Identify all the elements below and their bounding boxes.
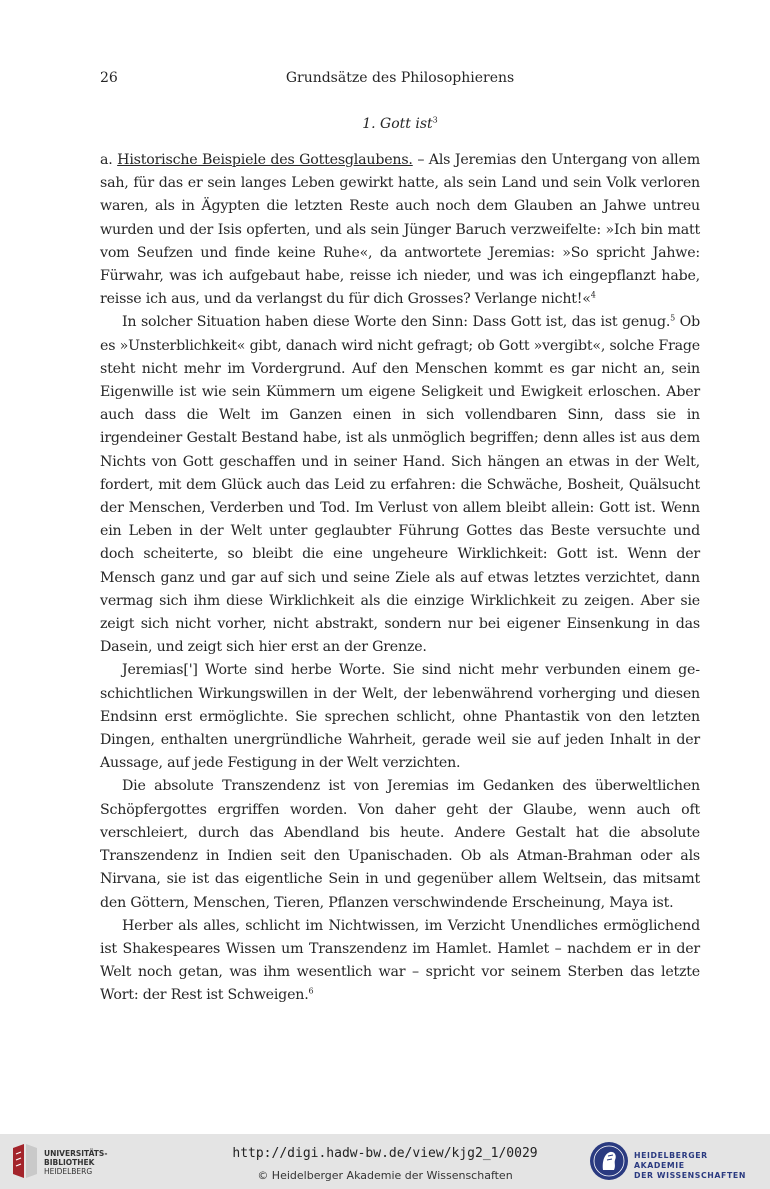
paragraph-5 (100, 915, 700, 1008)
footnote-ref: 4 (590, 290, 596, 300)
footnote-ref: 5 (670, 313, 676, 323)
footnote-ref: 6 (308, 986, 314, 996)
paragraph-text: – Als Jeremias den Untergang von allem sah, für das er sein langes Leben gewirkt hatte, als sein Land und sein Volk verloren waren, als in Ägypten die letzten Reste auch noch dem Glauben an Jahwe untreu wurden und der Isis opferten, und als sein Jünger Baruch verzweifelte: »Ich bin matt vom Seufzen und finde keine Ruhe«, da antwortete Jeremias: »So spricht Jahwe: Fürwahr, was ich aufgebaut habe, reisse ich nieder, und was ich eingepflanzt habe, reisse ich aus, und da verlangst du für dich Grosses? Verlange nicht!« (100, 152, 700, 308)
page-header (100, 70, 700, 92)
paragraph-text: Ob es »Unsterblichkeit« gibt, danach wird nicht gefragt; ob Gott »vergibt«, solche Frage steht nicht mehr im Vordergrund. Auf den Menschen kommt es gar nicht an, sein Eigenwille ist wie sein Kümmern um eigene Seligkeit und Ewigkeit erloschen. Aber auch dass die Welt im Ganzen einen in sich vollendbaren Sinn, dass sie in irgendeiner Gestalt Bestand habe, ist als unmöglich begriffen; denn alles ist aus dem Nichts von Gott geschaffen und in seiner Hand. Sich hängen an etwas in der Welt, fordert, mit dem Glück auch das Leid zu erfahren: die Schwäche, Bosheit, Quälsucht der Menschen, Verderben und Tod. Im Verlust von allem bleibt allein: Gott ist. Wenn ein Leben in der Welt unter geglaubter Führung Gottes das Beste versuchte und doch scheiterte, so bleibt die eine ungeheure Wirklichkeit: Gott ist. Wenn der Mensch ganz und gar auf sich und seine Ziele als auf etwas letztes verzichtet, dann vermag sich ihm diese Wirklichkeit als die einzige Wirklichkeit zu zeigen. Aber sie zeigt sich nicht vorher, nicht abstrakt, sondern nur bei eigener Einsenkung in das Dasein, und zeigt sich hier erst an der Grenze. (100, 314, 700, 656)
paragraph-3: Jeremias['] Worte sind herbe Worte. Sie sind nicht mehr verbunden einem geschichtlichen Wirkungswillen in der Welt, der lebenwährend vorherging und diesen Endsinn erst ermöglichte. Sie sprechen schlicht, ohne Phantastik von den letzten Dingen, enthalten unergründliche Wahrheit, gerade weil sie auf jeden Inhalt in der Aussage, auf jede Festigung in der Welt verzichten. (100, 662, 700, 772)
list-marker: a. (100, 152, 118, 168)
source-url[interactable]: http://digi.hadw-bw.de/view/kjg2_1/0029 (232, 1146, 538, 1161)
paragraph-4: Die absolute Transzendenz ist von Jeremias im Gedanken des überweltlichen Schöpfergottes ergriffen worden. Von daher geht der Glaube, wenn auch oft verschleiert, durch das Abendland bis heute. Andere Gestalt hat die absolute Transzendenz in Indien seit den Upanischaden. Ob als Atman-Brahman oder als Nirvana, sie ist das eigentliche Sein in und gegenüber allem Weltsein, das mitsamt den Göttern, Menschen, Tieren, Pflanzen verschwindende Erscheinung, Maya ist. (100, 778, 700, 911)
running-title: Grundsätze des Philosophierens (285, 70, 515, 86)
academy-name (634, 1151, 760, 1181)
footer-bar (0, 1134, 770, 1189)
footnote-ref: 3 (432, 115, 438, 125)
paragraph-2 (100, 311, 700, 659)
page-number: 26 (100, 70, 118, 86)
subheading: Historische Beispiele des Gottesglaubens. (117, 152, 413, 168)
academy-logo[interactable] (588, 1140, 760, 1182)
section-title-text: 1. Gott ist (362, 116, 433, 132)
academy-name-line: DER WISSENSCHAFTEN (634, 1171, 746, 1180)
body-text (100, 149, 700, 1008)
library-name-line: UNIVERSITÄTS- (44, 1149, 108, 1158)
paragraph-1 (100, 149, 700, 311)
section-title (100, 116, 700, 132)
paragraph-text: Herber als alles, schlicht im Nichtwissen, im Verzicht Unendliches ermöglichend ist Shakespeares Wissen um Transzendenz im Hamlet. Hamlet – nachdem er in der Welt noch getan, was ihm wesentlich war – spricht vor seinem Sterben das letzte Wort: der Rest ist Schweigen. (100, 917, 700, 1004)
paragraph-text: In solcher Situation haben diese Worte den Sinn: Dass Gott ist, das ist genug. (122, 314, 671, 331)
academy-seal-icon (588, 1140, 630, 1182)
library-name-line: HEIDELBERG (44, 1167, 93, 1176)
library-name-line: BIBLIOTHEK (44, 1158, 95, 1167)
copyright-notice: © Heidelberger Akademie der Wissenschaften (257, 1169, 513, 1182)
academy-name-line: HEIDELBERGER AKADEMIE (634, 1151, 708, 1170)
